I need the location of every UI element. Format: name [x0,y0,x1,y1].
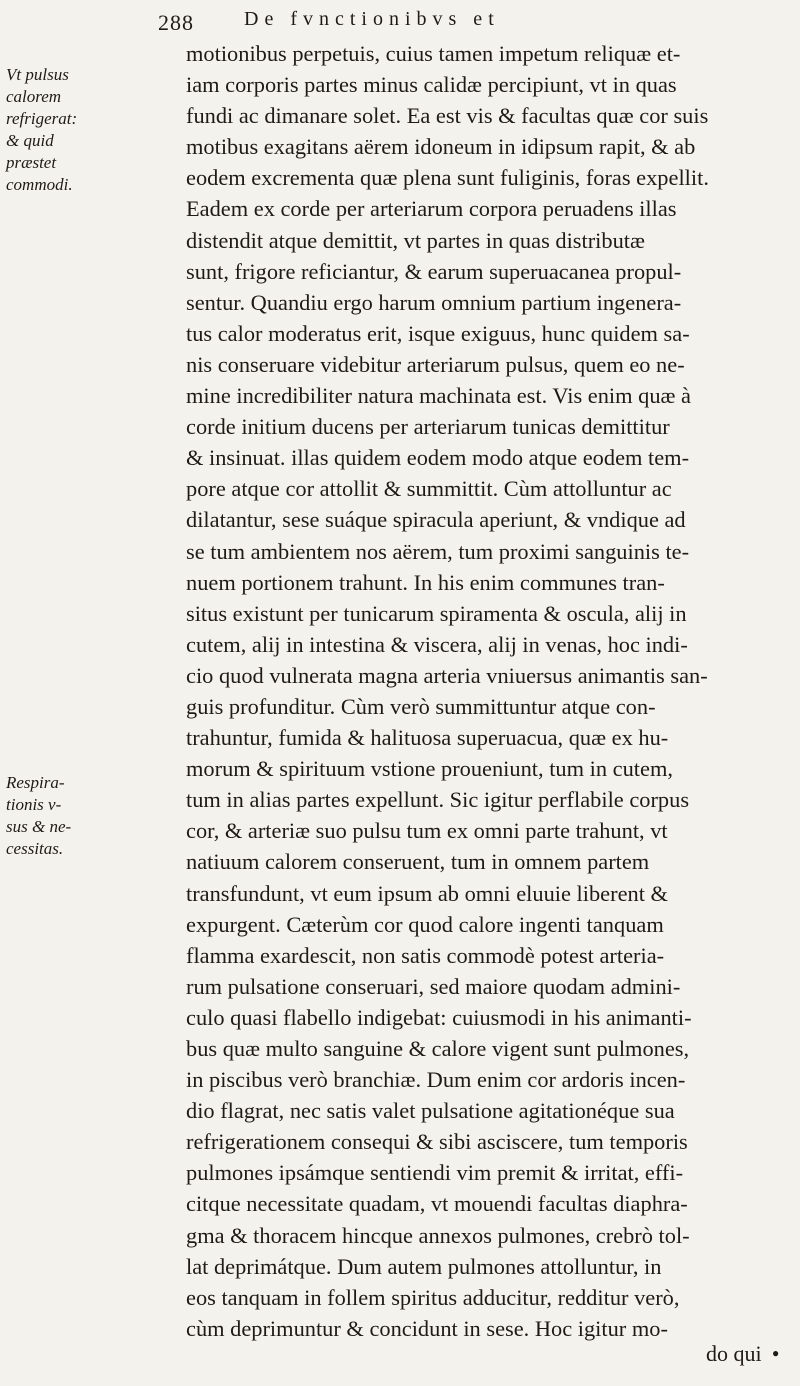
body-line: & insinuat. illas quidem eodem modo atque eodem tem- [186,445,690,471]
margin-note-line: Respira- [6,773,65,792]
body-line: distendit atque demittit, vt partes in quas distributæ [186,227,645,253]
page-number: 288 [158,10,194,35]
body-line: eos tanquam in follem spiritus adducitur, redditur verò, [186,1284,680,1310]
body-line: morum & spirituum vstione proueniunt, tum in cutem, [186,756,673,782]
body-line: pulmones ipsámque sentiendi vim premit & irritat, effi- [186,1160,684,1186]
body-line: situs existunt per tunicarum spiramenta & oscula, alij in [186,600,687,626]
body-line: mine incredibiliter natura machinata est. Vis enim quæ à [186,383,691,409]
body-line: iam corporis partes minus calidæ percipiunt, vt in quas [186,72,677,98]
body-line: pore atque cor attollit & summittit. Cùm attolluntur ac [186,476,672,502]
running-title: De fvnctionibvs et [244,8,500,30]
body-line: expurgent. Cæterùm cor quod calore ingenti tanquam [186,911,664,937]
body-line: dio flagrat, nec satis valet pulsatione agitationéque sua [186,1098,675,1124]
margin-note-respiration [6,772,126,860]
ink-speck: ● [772,1346,780,1360]
body-line: cio quod vulnerata magna arteria vniuersus animantis san- [186,662,708,688]
body-line: cutem, alij in intestina & viscera, alij in venas, hoc indi- [186,631,688,657]
body-line: eodem excrementa quæ plena sunt fuliginis, foras expellit. [186,165,709,191]
running-header [158,6,758,40]
body-line: gma & thoracem hincque annexos pulmones, crebrò tol- [186,1222,690,1248]
body-line: natiuum calorem conseruent, tum in omnem partem [186,849,650,875]
body-line: trahuntur, fumida & halituosa superuacua, quæ ex hu- [186,725,669,751]
body-line: dilatantur, sese suáque spiracula aperiunt, & vndique ad [186,507,686,533]
body-line: transfundunt, vt eum ipsum ab omni eluuie liberent & [186,880,668,906]
body-line: motibus exagitans aërem idoneum in idipsum rapit, & ab [186,134,696,160]
body-line: flamma exardescit, non satis commodè potest arteria- [186,942,665,968]
body-line: fundi ac dimanare solet. Ea est vis & facultas quæ cor suis [186,103,709,129]
margin-note-line: & quid [6,131,54,150]
body-line: tum in alias partes expellunt. Sic igitur perflabile corpus [186,787,690,813]
body-line: corde initium ducens per arteriarum tunicas demittitur [186,414,670,440]
margin-note-line: tionis v- [6,795,62,814]
body-line: nis conseruare videbitur arteriarum pulsus, quem eo ne- [186,351,685,377]
body-line: tus calor moderatus erit, isque exiguus, hunc quidem sa- [186,320,690,346]
body-text [186,38,766,1344]
catchword: do qui [706,1341,762,1366]
margin-note-line: cessitas. [6,839,64,858]
body-line: se tum ambientem nos aërem, tum proximi sanguinis te- [186,538,690,564]
body-line: guis profunditur. Cùm verò summittuntur atque con- [186,693,656,719]
margin-note-line: refrigerat: [6,109,78,128]
body-line: sunt, frigore reficiantur, & earum superuacanea propul- [186,258,682,284]
margin-note-pulse [6,64,126,196]
margin-note-line: præstet [6,153,57,172]
margin-note-line: Vt pulsus [6,65,69,84]
margin-note-line: calorem [6,87,62,106]
body-line: lat deprimátque. Dum autem pulmones attolluntur, in [186,1253,662,1279]
body-line: rum pulsatione conseruari, sed maiore quodam admini- [186,973,681,999]
margin-note-line: commodi. [6,175,73,194]
body-line: Eadem ex corde per arteriarum corpora peruadens illas [186,196,677,222]
body-line: cor, & arteriæ suo pulsu tum ex omni parte trahunt, vt [186,818,668,844]
body-line: motionibus perpetuis, cuius tamen impetum reliquæ et- [186,41,681,66]
body-line: culo quasi flabello indigebat: cuiusmodi in his animanti- [186,1004,692,1030]
body-line: cùm deprimuntur & concidunt in sese. Hoc igitur mo- [186,1315,668,1341]
margin-note-line: sus & ne- [6,817,72,836]
body-line: nuem portionem trahunt. In his enim communes tran- [186,569,665,595]
body-line: citque necessitate quadam, vt mouendi facultas diaphra- [186,1191,688,1217]
body-line: sentur. Quandiu ergo harum omnium partium ingenera- [186,289,682,315]
body-line: bus quæ multo sanguine & calore vigent sunt pulmones, [186,1036,690,1061]
body-line: refrigerationem consequi & sibi asciscere, tum temporis [186,1129,688,1155]
body-line: in piscibus verò branchiæ. Dum enim cor ardoris incen- [186,1067,686,1093]
